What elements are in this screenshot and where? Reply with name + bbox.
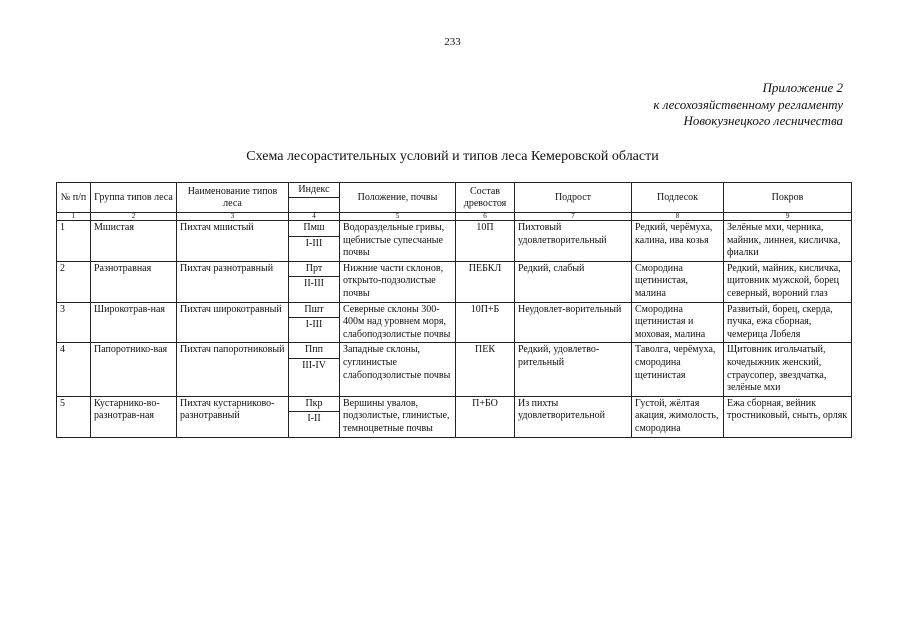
cell-name: Пихтач папоротниковый [177, 343, 289, 396]
page-number: 233 [444, 36, 461, 48]
cell-group: Широкотрав-ная [91, 302, 177, 343]
column-number: 7 [515, 213, 632, 221]
cell-num: 4 [57, 343, 91, 396]
cell-composition: ПЕБКЛ [456, 261, 515, 302]
cell-name: Пихтач разнотравный [177, 261, 289, 302]
cell-cover: Зелёные мхи, черника, майник, линнея, кисличка, фиалки [724, 221, 852, 262]
header-group: Группа типов леса [91, 183, 177, 213]
column-number: 3 [177, 213, 289, 221]
cell-index: Пмш [289, 221, 340, 237]
cell-num: 1 [57, 221, 91, 262]
cell-name: Пихтач широкотравный [177, 302, 289, 343]
cell-group: Мшистая [91, 221, 177, 262]
header-name: Наименование типов леса [177, 183, 289, 213]
header-cover: Покров [724, 183, 852, 213]
cell-position: Западные склоны, суглинистые слабоподзолистые почвы [340, 343, 456, 396]
header-underbrush: Подлесок [632, 183, 724, 213]
cell-undergrowth: Неудовлет-ворительный [515, 302, 632, 343]
cell-composition: 10П+Б [456, 302, 515, 343]
table-row [57, 343, 852, 359]
cell-group: Папоротнико-вая [91, 343, 177, 396]
column-number: 4 [289, 213, 340, 221]
header-composition: Состав древостоя [456, 183, 515, 213]
document-title: Схема лесорастительных условий и типов леса Кемеровской области [246, 149, 659, 164]
cell-num: 2 [57, 261, 91, 302]
header-position: Положение, почвы [340, 183, 456, 213]
cell-composition: 10П [456, 221, 515, 262]
table-row [57, 302, 852, 318]
cell-group: Кустарнико-во-разнотрав-ная [91, 396, 177, 437]
appendix-line-3: Новокузнецкого лесничества [683, 113, 843, 128]
cell-num: 3 [57, 302, 91, 343]
cell-bonitet: II-III [289, 277, 340, 302]
forest-types-table [56, 182, 852, 438]
cell-index: Пшт [289, 302, 340, 318]
cell-underbrush: Редкий, черёмуха, калина, ива козья [632, 221, 724, 262]
column-number: 8 [632, 213, 724, 221]
cell-position: Водораздельные гривы, щебнистые супесчаные почвы [340, 221, 456, 262]
column-number: 1 [57, 213, 91, 221]
header-index: Индекс [289, 183, 340, 198]
table-row [57, 221, 852, 237]
table-row [57, 261, 852, 277]
cell-name: Пихтач мшистый [177, 221, 289, 262]
cell-cover: Развитый, борец, скерда, пучка, ежа сборная, чемерица Лобеля [724, 302, 852, 343]
cell-position: Вершины увалов, подзолистые, глинистые, темноцветные почвы [340, 396, 456, 437]
cell-underbrush: Густой, жёлтая акация, жимолость, смородина [632, 396, 724, 437]
header-bonitet [289, 198, 340, 213]
column-number: 5 [340, 213, 456, 221]
cell-cover: Щитовник игольчатый, кочедыжник женский, страусопер, звездчатка, зелёные мхи [724, 343, 852, 396]
cell-group: Разнотравная [91, 261, 177, 302]
cell-cover: Редкий, майник, кисличка, щитовник мужской, борец северный, вороний глаз [724, 261, 852, 302]
cell-undergrowth: Редкий, слабый [515, 261, 632, 302]
header-num: № п/п [57, 183, 91, 213]
cell-bonitet: III-IV [289, 358, 340, 396]
cell-num: 5 [57, 396, 91, 437]
cell-undergrowth: Редкий, удовлетво-рительный [515, 343, 632, 396]
cell-underbrush: Таволга, черёмуха, смородина щетинистая [632, 343, 724, 396]
column-number: 9 [724, 213, 852, 221]
cell-bonitet: I-III [289, 318, 340, 343]
cell-position: Северные склоны 300-400м над уровнем моря, слабоподзолистые почвы [340, 302, 456, 343]
cell-underbrush: Смородина щетинистая, малина [632, 261, 724, 302]
cell-undergrowth: Из пихты удовлетворительной [515, 396, 632, 437]
cell-index: Ппп [289, 343, 340, 359]
cell-index: Прт [289, 261, 340, 277]
cell-index: Пкр [289, 396, 340, 412]
header-undergrowth: Подрост [515, 183, 632, 213]
cell-cover: Ежа сборная, вейник тростниковый, сныть, орляк [724, 396, 852, 437]
cell-bonitet: I-II [289, 412, 340, 437]
column-number: 2 [91, 213, 177, 221]
cell-underbrush: Смородина щетинистая и моховая, малина [632, 302, 724, 343]
cell-name: Пихтач кустарниково-разнотравный [177, 396, 289, 437]
column-number-row [57, 213, 852, 221]
appendix-note [653, 80, 843, 130]
table-row [57, 396, 852, 412]
column-number: 6 [456, 213, 515, 221]
appendix-line-1: Приложение 2 [762, 80, 843, 95]
cell-bonitet: I-III [289, 236, 340, 261]
cell-composition: П+БО [456, 396, 515, 437]
cell-position: Нижние части склонов, открыто-подзолистые почвы [340, 261, 456, 302]
cell-composition: ПЕК [456, 343, 515, 396]
cell-undergrowth: Пихтовый удовлетворительный [515, 221, 632, 262]
appendix-line-2: к лесохозяйственному регламенту [653, 96, 843, 112]
